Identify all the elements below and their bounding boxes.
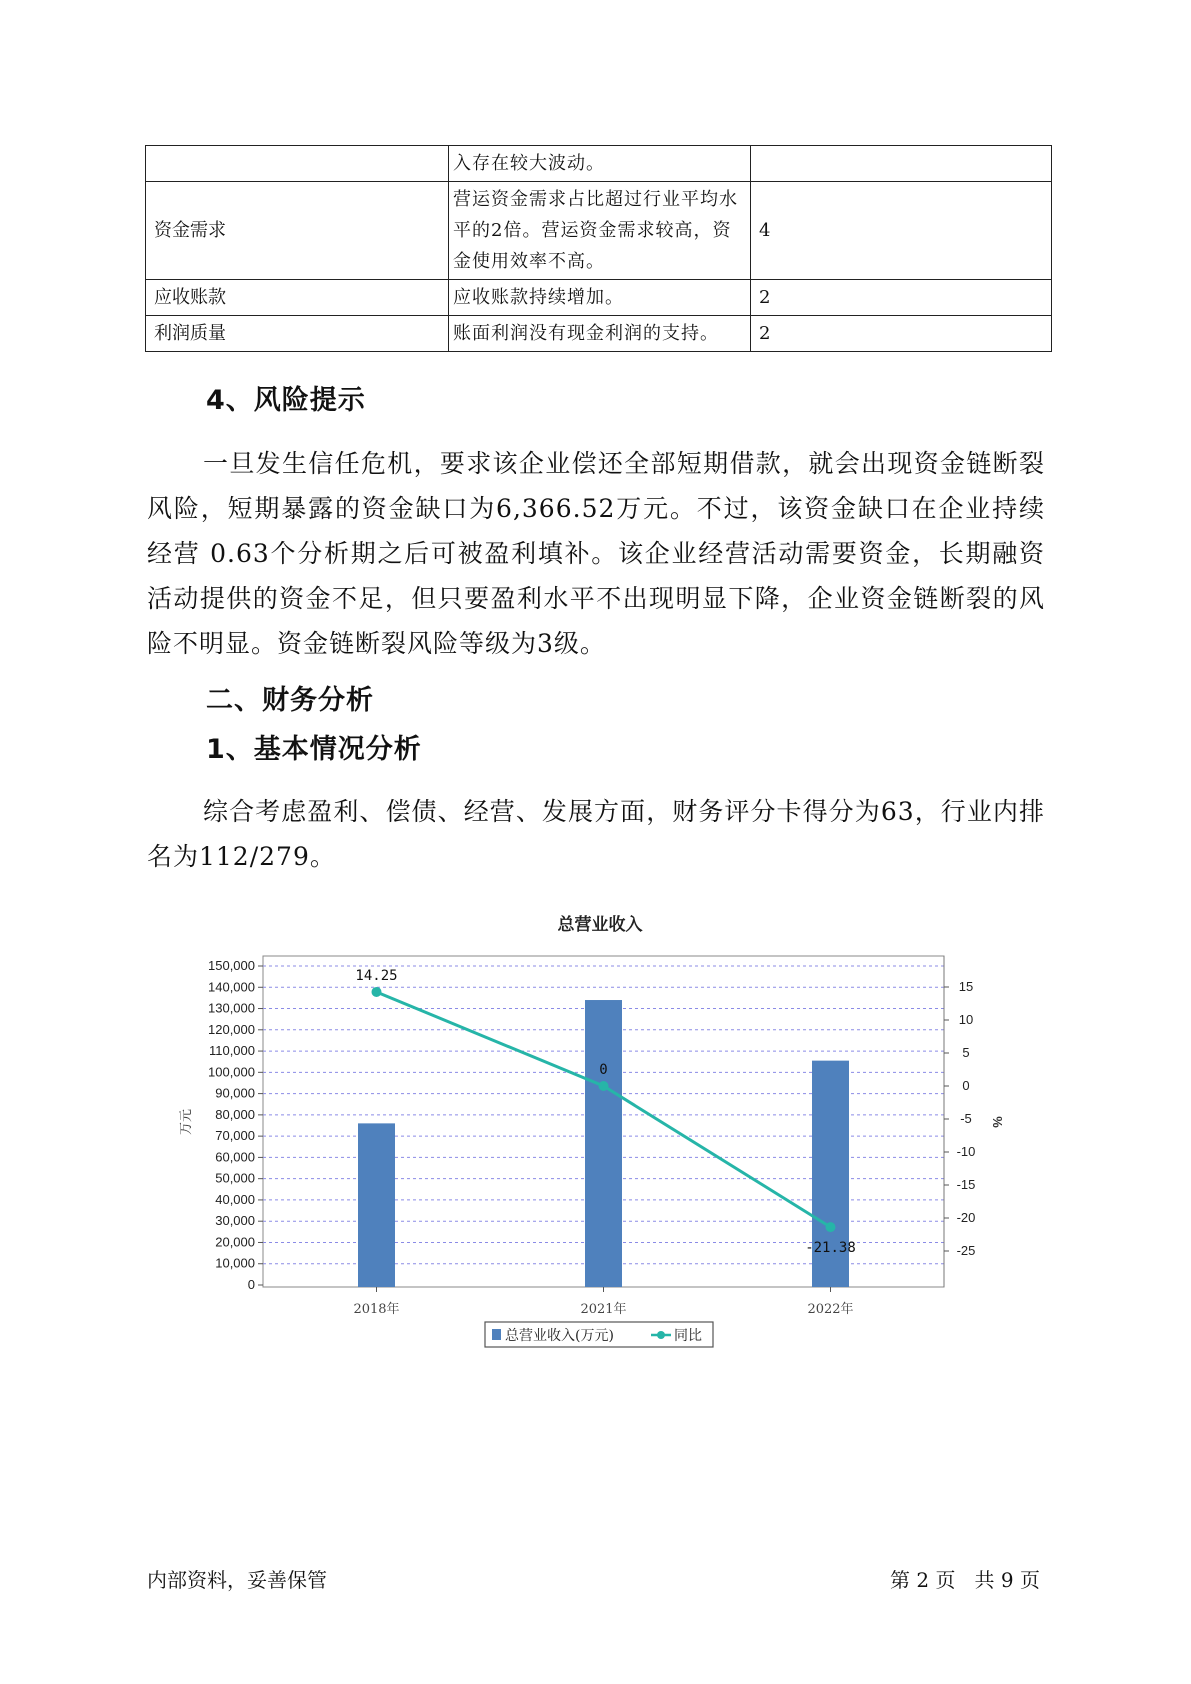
table-cell-score: 2 — [751, 280, 1052, 316]
y-tick-label: 70,000 — [215, 1128, 255, 1144]
chart-legend — [485, 1322, 713, 1347]
risk-paragraph: 一旦发生信任危机，要求该企业偿还全部短期借款，就会出现资金链断裂风险，短期暴露的资金缺口为6,366.52万元。不过，该资金缺口在企业持续经营 0.63个分析期之后可被盈利填补。该企业经营活动需要资金，长期融资活动提供的资金不足，但只要盈利水平不出现明显下降，企业资金链断裂的风险不明显。资金链断裂风险等级为3级。 — [147, 449, 1045, 658]
table-cell-item: 利润质量 — [146, 316, 449, 352]
legend-bar-swatch — [492, 1329, 501, 1340]
table-cell-score: 2 — [751, 316, 1052, 352]
table-cell-desc: 应收账款持续增加。 — [449, 280, 751, 316]
table-cell-desc: 营运资金需求占比超过行业平均水平的2倍。营运资金需求较高，资金使用效率不高。 — [449, 182, 751, 280]
line-point — [599, 1081, 609, 1091]
y-tick-label: 20,000 — [215, 1234, 255, 1250]
y-tick-label: 80,000 — [215, 1106, 255, 1122]
risk-table — [145, 145, 1052, 352]
table-row — [146, 316, 1052, 352]
table-cell-score: 4 — [751, 182, 1052, 280]
y2-tick-label: -10 — [956, 1144, 976, 1159]
y-tick-label: 140,000 — [208, 979, 255, 995]
y2-axis-label: % — [990, 1116, 1005, 1128]
x-tick-label: 2022年 — [807, 1302, 854, 1317]
y-tick-label: 110,000 — [208, 1043, 255, 1059]
footer-confidential: 内部资料，妥善保管 — [147, 1568, 327, 1592]
section-title-risk: 4、风险提示 — [206, 385, 366, 416]
y-tick-label: 90,000 — [215, 1085, 255, 1101]
bar — [585, 1000, 622, 1287]
y-tick-label: 0 — [247, 1277, 255, 1292]
y-axis-left — [208, 958, 263, 1292]
y2-tick-label: -25 — [956, 1243, 976, 1258]
table-row — [146, 280, 1052, 316]
y-axis-right — [944, 956, 975, 1287]
data-label: 0 — [599, 1062, 608, 1078]
section-title-finance: 二、财务分析 — [206, 685, 374, 716]
data-label: -21.38 — [805, 1240, 856, 1257]
table-cell-item: 资金需求 — [146, 182, 449, 280]
line-point — [826, 1222, 836, 1232]
finance-paragraph: 综合考虑盈利、偿债、经营、发展方面，财务评分卡得分为63，行业内排名为112/279。 — [147, 797, 1045, 871]
data-label: 14.25 — [355, 967, 398, 984]
chart-title: 总营业收入 — [557, 915, 643, 934]
table-cell-item: 应收账款 — [146, 280, 449, 316]
table-cell-item — [146, 146, 449, 182]
legend-line-marker — [657, 1331, 665, 1339]
y2-tick-label: -20 — [956, 1210, 976, 1225]
footer-page-number: 第 2 页 共 9 页 — [890, 1568, 1040, 1592]
table-row — [146, 182, 1052, 280]
line-point — [372, 987, 382, 997]
section-subtitle-basic: 1、基本情况分析 — [206, 734, 422, 765]
table-cell-desc: 账面利润没有现金利润的支持。 — [449, 316, 751, 352]
y2-tick-label: 5 — [962, 1045, 970, 1060]
y2-tick-label: 15 — [958, 979, 974, 994]
y-tick-label: 10,000 — [215, 1255, 255, 1271]
x-tick-label: 2021年 — [580, 1302, 627, 1317]
bar — [358, 1123, 395, 1287]
y2-tick-label: 10 — [958, 1012, 974, 1027]
legend-line-label: 同比 — [674, 1328, 702, 1344]
table-cell-score — [751, 146, 1052, 182]
legend-bar-label: 总营业收入(万元) — [505, 1328, 614, 1344]
y-tick-label: 40,000 — [215, 1191, 255, 1207]
table-cell-desc: 入存在较大波动。 — [449, 146, 751, 182]
y-tick-label: 30,000 — [215, 1213, 255, 1229]
x-axis — [353, 1287, 853, 1317]
y2-tick-label: -5 — [960, 1111, 972, 1126]
y-tick-label: 150,000 — [208, 958, 255, 973]
y2-tick-label: 0 — [962, 1078, 970, 1093]
y2-tick-label: -15 — [956, 1177, 976, 1192]
x-tick-label: 2018年 — [353, 1302, 400, 1317]
revenue-chart — [0, 900, 1191, 1370]
y-tick-label: 130,000 — [208, 1000, 255, 1016]
y-tick-label: 100,000 — [208, 1064, 255, 1080]
table-row — [146, 146, 1052, 182]
y-axis-label: 万元 — [179, 1108, 194, 1136]
y-tick-label: 120,000 — [208, 1021, 255, 1037]
y-tick-label: 50,000 — [215, 1170, 255, 1186]
y-tick-label: 60,000 — [215, 1149, 255, 1165]
